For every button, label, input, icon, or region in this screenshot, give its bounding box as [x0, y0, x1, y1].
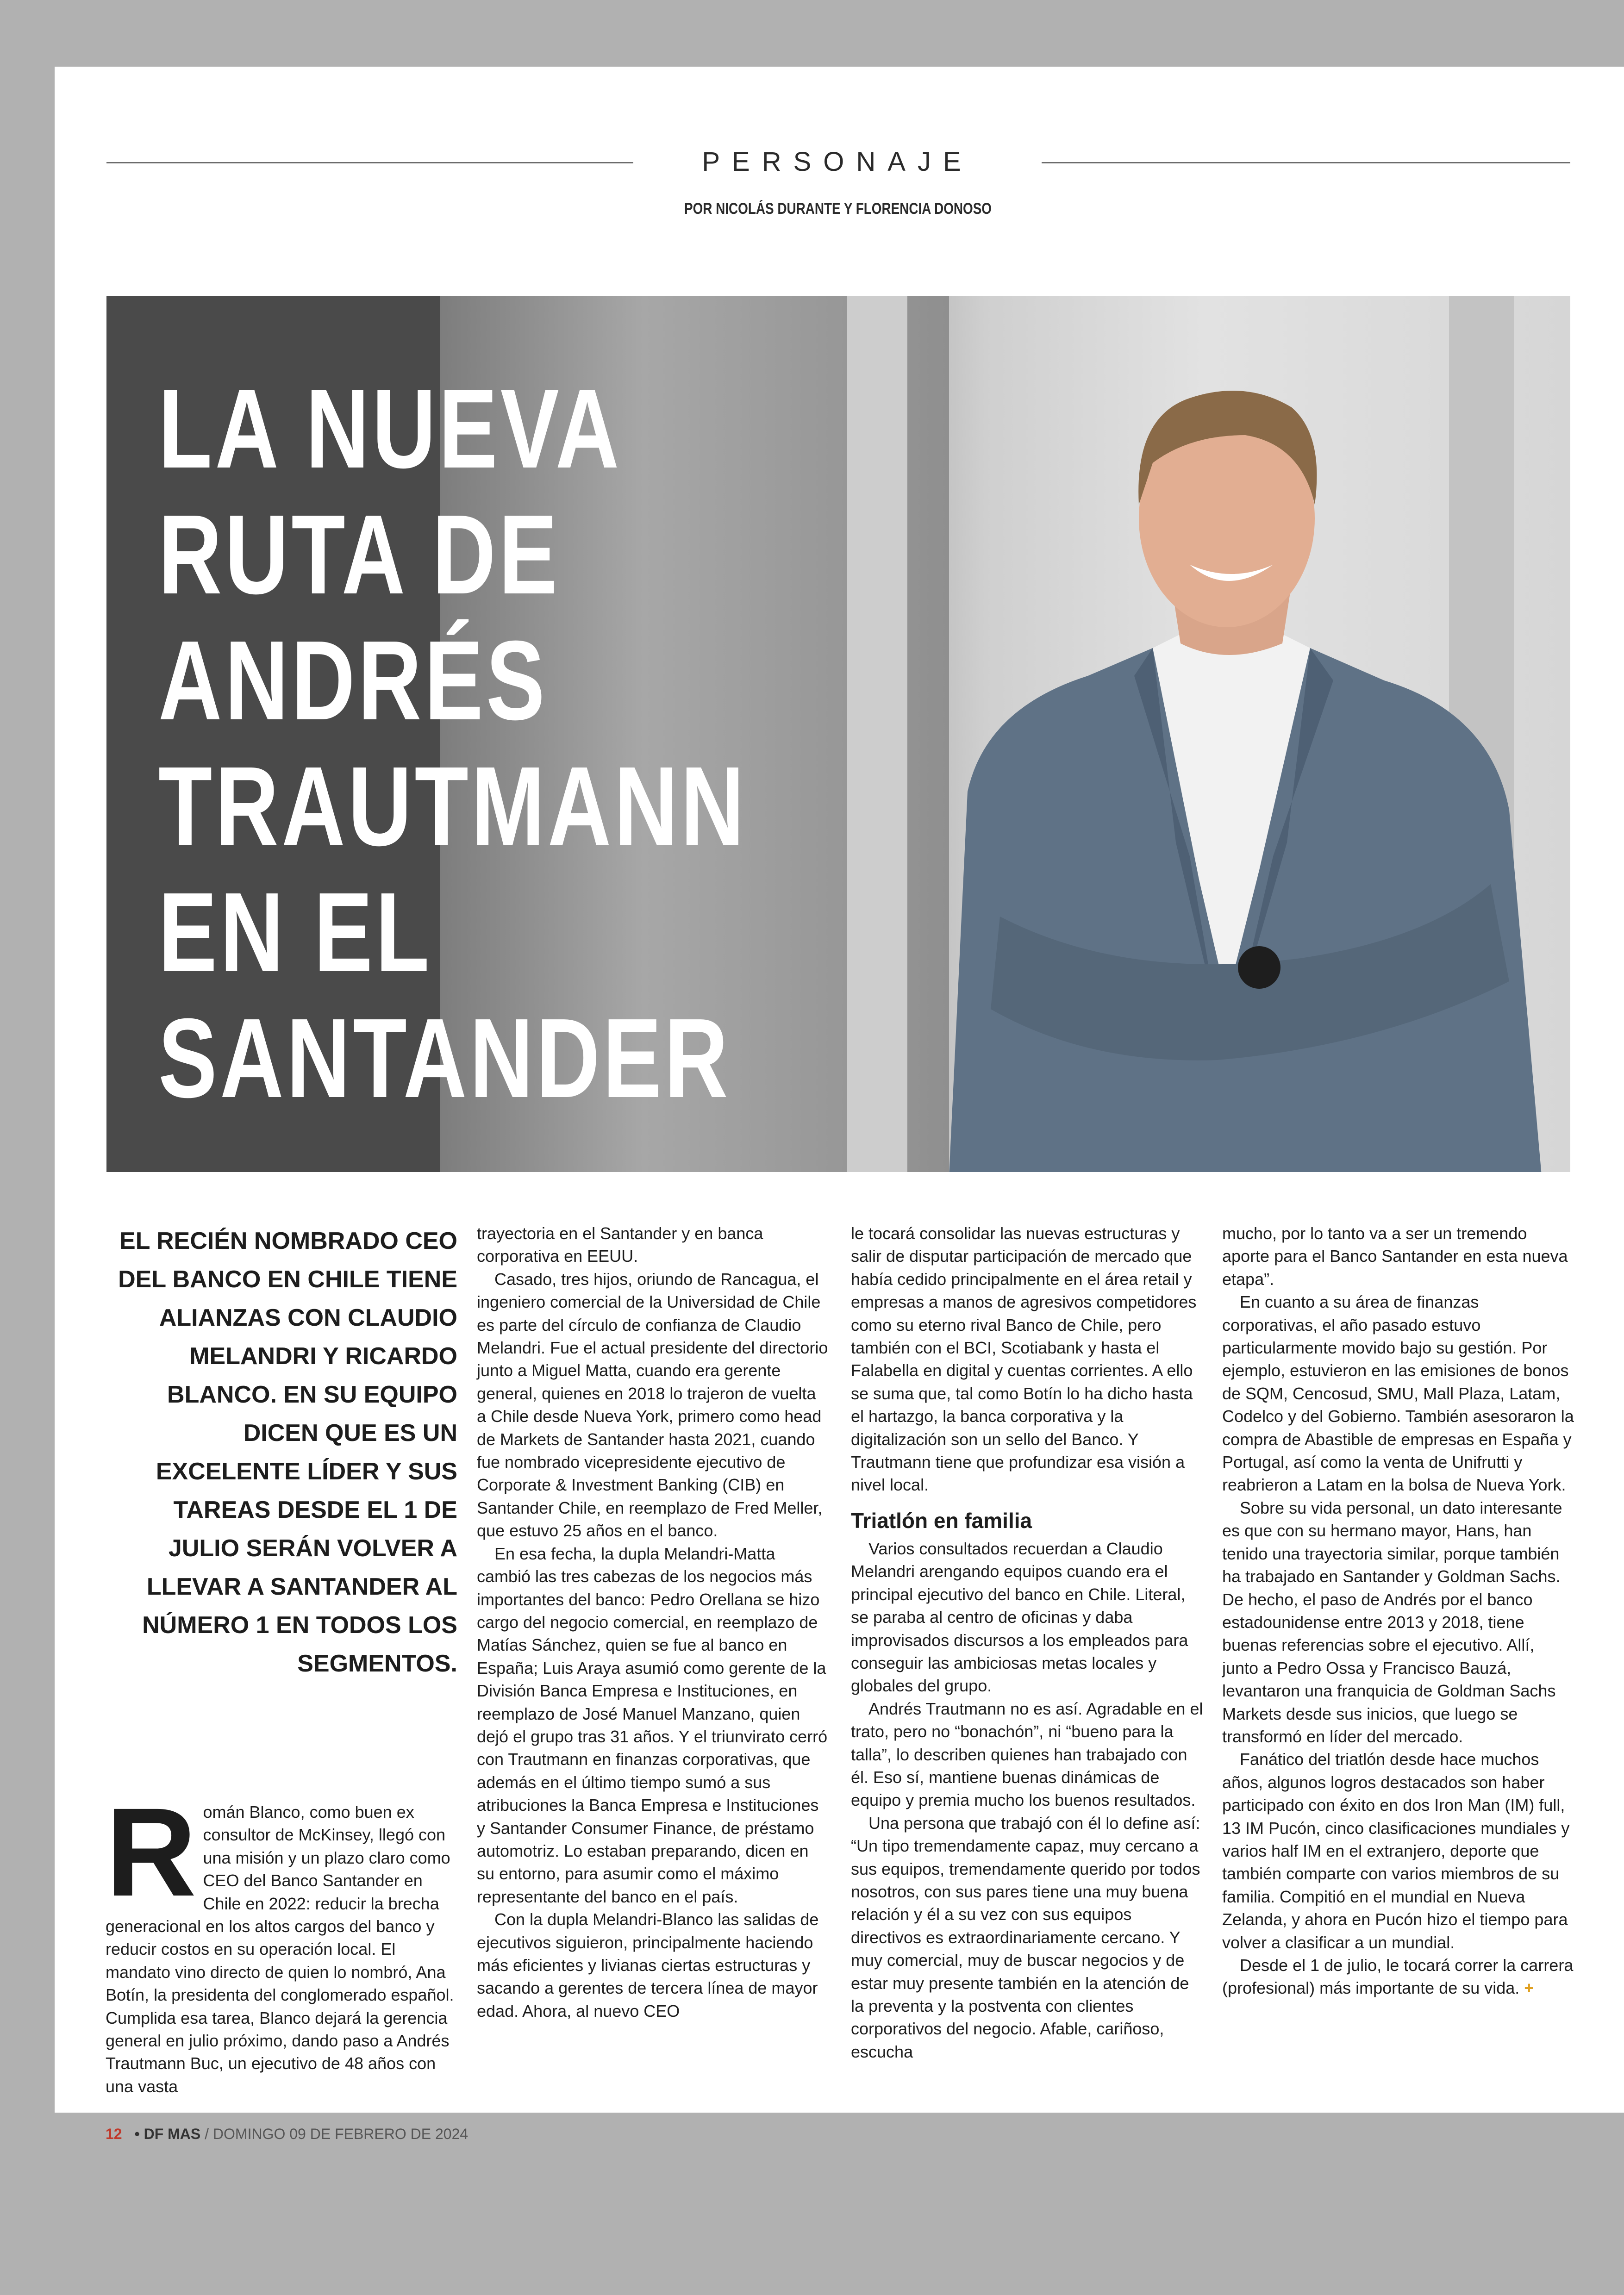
headline-line: TRAUTMANN	[158, 743, 747, 869]
paragraph: trayectoria en el Santander y en banca corporativa en EEUU.	[477, 1224, 763, 1266]
paragraph: Sobre su vida personal, un dato interesante es que con su hermano mayor, Hans, han tenido una trayectoria similar, porque también ha trabajado en Santander y Goldman Sachs. De hecho, el paso de Andrés por el banco estadounidense entre 2013 y 2018, tiene buenas referencias sobre el ejecutivo. Allí, junto a Pedro Ossa y Francisco Bauzá, levantaron una franquicia de Goldman Sachs Markets desde sus inicios, que luego se transformó en líder del mercado.	[1222, 1498, 1562, 1746]
headline-line: SANTANDER	[158, 995, 731, 1121]
paragraph	[1222, 1954, 1575, 2000]
paragraph: Andrés Trautmann no es así. Agradable en el trato, pero no “bonachón”, ni “bueno para la talla”, lo describen quienes han trabajado con él. Eso sí, mantiene buenas dinámicas de equipo y premia mucho los buenos resultados.	[851, 1699, 1203, 1810]
headline-line: RUTA DE	[158, 491, 561, 617]
headline-line: LA NUEVA	[158, 365, 622, 492]
paragraph: Una persona que trabajó con él lo define así: “Un tipo tremendamente capaz, muy cercano a sus equipos, tremendamente querido por todos nosotros, con sus pares tiene una muy buena relación y él a su vez con sus equipos directivos es extraordinariamente cercano. Y muy comercial, muy de buscar negocios y de estar muy presente también en la atención de la preventa y la postventa con clientes corporativos del negocio. Afable, cariñoso, escucha	[851, 1813, 1200, 2061]
watch-icon	[1238, 946, 1280, 989]
headline-line: EN EL	[158, 869, 432, 995]
paragraph: En cuanto a su área de finanzas corporativas, el año pasado estuvo particularmente movido bajo su gestión. Por ejemplo, estuvieron en las emisiones de bonos de SQM, Cencosud, SMU, Mall Plaza, Latam, Codelco y del Gobierno. También asesoraron la compra de Abastible de empresas en España y Portugal, así como la venta de Unifrutti y reabrieron a Latam en la bolsa de Nueva York.	[1222, 1292, 1574, 1495]
paragraph: Con la dupla Melandri-Blanco las salidas de ejecutivos siguieron, principalmente haciendo más eficientes y livianas ciertas estructuras y sacando a gerentes de tercera línea de mayor edad. Ahora, al nuevo CEO	[477, 1910, 819, 2021]
paragraph: Casado, tres hijos, oriundo de Rancagua, el ingeniero comercial de la Universidad de Chile es parte del círculo de confianza de Claudio Melandri. Fue el actual presidente del directorio junto a Miguel Matta, cuando era gerente general, quienes en 2018 lo trajeron de vuelta a Chile desde Nueva York, primero como head de Markets de Santander hasta 2021, cuando fue nombrado vicepresidente ejecutivo de Corporate & Investment Banking (CIB) en Santander Chile, en reemplazo de Fred Meller, que estuvo 25 años en el banco.	[477, 1269, 828, 1540]
hero-photo	[106, 296, 1570, 1172]
paragraph: le tocará consolidar las nuevas estructuras y salir de disputar participación de mercado que había cedido principalmente en el área retail y empresas a manos de agresivos competidores como su eterno rival Banco de Chile, pero también con el BCI, Scotiabank y hasta el Falabella en digital y cuentas corrientes. A ello se suma que, tal como Botín lo ha dicho hasta el hartazgo, la banca corporativa y la digitalización son un sello del Banco. Y Trautmann tiene que profundizar esa visión a nivel local.	[851, 1224, 1197, 1495]
paragraph: En esa fecha, la dupla Melandri-Matta cambió las tres cabezas de los negocios más importantes del banco: Pedro Orellana se hizo cargo del negocio comercial, en reemplazo de Matías Sánchez, quien se fue al banco en España; Luis Araya asumió como gerente de la División Banca Empresa e Instituciones, en reemplazo de José Manuel Manzano, quien dejó el grupo tras 31 años. Y el triunvirato cerró con Trautmann en finanzas corporativas, que además en el último tiempo sumó a sus atribuciones la Banca Empresa e Instituciones y Santander Consumer Finance, de préstamo automotriz. Lo estaban preparando, dicen en su entorno, para asumir como el máximo representante del banco en el país.	[477, 1544, 828, 1906]
final-paragraph-text: Desde el 1 de julio, le tocará correr la carrera (profesional) más importante de su vida.	[1222, 1956, 1574, 1998]
dek-summary: EL RECIÉN NOMBRADO CEO DEL BANCO EN CHILE TIENE ALIANZAS CON CLAUDIO MELANDRI Y RICARDO BLANCO. EN SU EQUIPO DICEN QUE ES UN EXCELENTE LÍDER Y SUS TAREAS DESDE EL 1 DE JULIO SERÁN VOLVER A LLEVAR A SANTANDER AL NÚMERO 1 EN TODOS LOS SEGMENTOS.	[118, 1228, 457, 1677]
end-mark-icon: +	[1524, 1978, 1534, 1998]
byline: POR NICOLÁS DURANTE Y FLORENCIA DONOSO	[684, 200, 992, 218]
lead-paragraph	[106, 1782, 458, 2098]
page-number: 12	[106, 2126, 122, 2142]
portrait-image	[893, 324, 1569, 1172]
paragraph: Fanático del triatlón desde hace muchos años, algunos logros destacados son haber participado con éxito en dos Iron Man (IM) full, 13 IM Pucón, cinco clasificaciones mundiales y varios half IM en el extranjero, deporte que también comparte con varios miembros de su familia. Compitió en el mundial en Nueva Zelanda, y ahora en Pucón hizo el tiempo para volver a clasificar a un mundial.	[1222, 1750, 1570, 1952]
headline	[158, 366, 899, 1121]
footer-separator: /	[205, 2126, 209, 2142]
body-column-2	[851, 1222, 1204, 2063]
publication-name: • DF MAS	[134, 2126, 201, 2142]
paragraph: Varios consultados recuerdan a Claudio Melandri arengando equipos cuando era el principal ejecutivo del banco en Chile. Literal, se paraba al centro de oficinas y daba improvisados discursos a los empleados para conseguir las ambiciosas metas locales y globales del grupo.	[851, 1539, 1188, 1696]
header-rule-left	[106, 162, 633, 163]
headline-line: ANDRÉS	[158, 617, 548, 743]
paragraph: mucho, por lo tanto va a ser un tremendo aporte para el Banco Santander en esta nueva etapa”.	[1222, 1224, 1568, 1289]
page-footer	[106, 2126, 468, 2143]
drop-cap: R	[106, 1782, 197, 1922]
body-column-3	[1222, 1222, 1575, 2000]
lead-text: omán Blanco, como buen ex consultor de McKinsey, llegó con una misión y un plazo claro como CEO del Banco Santander en Chile en 2022: reducir la brecha generacional en los altos cargos del banco y reducir costos en su operación local. El mandato vino directo de quien lo nombró, Ana Botín, la presidenta del conglomerado español. Cumplida esa tarea, Blanco dejará la gerencia general en julio próximo, dando paso a Andrés Trautmann Buc, un ejecutivo de 48 años con una vasta	[106, 1802, 454, 2096]
issue-date: DOMINGO 09 DE FEBRERO DE 2024	[212, 2126, 468, 2142]
header-rule-right	[1042, 162, 1570, 163]
subheading: Triatlón en familia	[851, 1508, 1032, 1533]
section-label: PERSONAJE	[702, 147, 973, 177]
body-column-1	[477, 1222, 830, 2022]
